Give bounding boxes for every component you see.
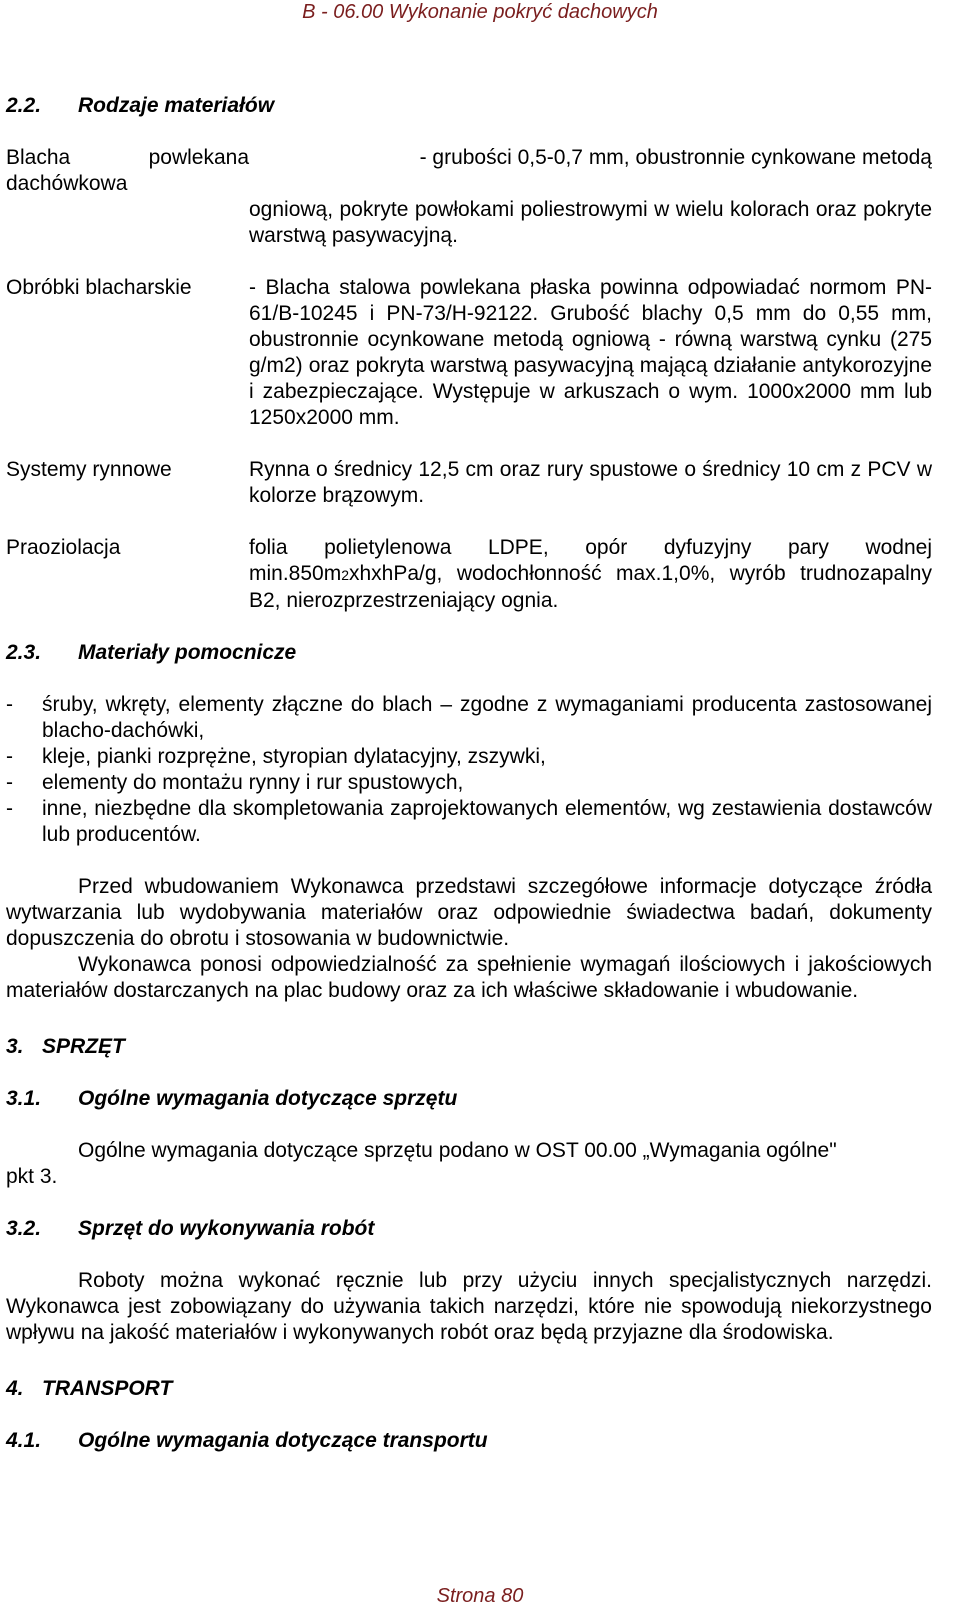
page-footer: Strona 80 (436, 1585, 524, 1607)
section-3-1-heading (6, 1086, 932, 1112)
section-number: 3.1. (6, 1087, 42, 1110)
page-content (6, 93, 932, 1454)
paragraph: Roboty można wykonać ręcznie lub przy użyciu innych specjalistycznych narzędzi. Wykonawca jest zobowiązany do używania takich narzędzi, które nie spowodują niekorzystnego wpływu na jakość materiałów i wykonywanych robót oraz będą przyjazne dla środowiska. (6, 1269, 932, 1344)
section-4-heading (6, 1376, 932, 1402)
paragraph: Ogólne wymagania dotyczące sprzętu podano w OST 00.00 „Wymagania ogólne" (78, 1139, 837, 1162)
section-3-heading (6, 1034, 932, 1060)
section-3-2-heading (6, 1216, 932, 1242)
section-title: SPRZĘT (42, 1035, 125, 1058)
section-title: Ogólne wymagania dotyczące sprzętu (78, 1087, 458, 1110)
section-2-2-heading (6, 93, 932, 119)
section-number: 2.3. (6, 641, 42, 664)
material-row (6, 145, 932, 249)
section-title: Rodzaje materiałów (78, 94, 275, 117)
materials-list (6, 145, 932, 614)
section-number: 3. (6, 1035, 24, 1058)
section-number: 4. (6, 1377, 24, 1400)
section-number: 2.2. (6, 94, 42, 117)
material-desc-first: - grubości 0,5-0,7 mm, obustronnie cynkowane metodą (419, 146, 932, 169)
material-row (6, 535, 932, 614)
material-row (6, 275, 932, 431)
section-title: TRANSPORT (42, 1377, 173, 1400)
list-item: - śruby, wkręty, elementy złączne do blach – zgodne z wymaganiami producenta zastosowanej blacho-dachówki, (6, 693, 932, 742)
material-term: Systemy rynnowe (6, 458, 172, 481)
paragraph: pkt 3. (6, 1165, 58, 1188)
aux-materials-list (6, 692, 932, 848)
material-term: Blacha powlekana dachówkowa (6, 146, 249, 195)
section-number: 4.1. (6, 1429, 42, 1452)
section-4-1-heading (6, 1428, 932, 1454)
paragraph: Przed wbudowaniem Wykonawca przedstawi szczegółowe informacje dotyczące źródła wytwarzania lub wydobywania materiałów oraz odpowiednie świadectwa badań, dokumenty dopuszczenia do obrotu i stosowania w budownictwie. (6, 875, 932, 950)
paragraph: Wykonawca ponosi odpowiedzialność za spełnienie wymagań ilościowych i jakościowych materiałów dostarczanych na plac budowy oraz za ich właściwe składowanie i wbudowanie. (6, 953, 932, 1002)
list-item: - kleje, pianki rozprężne, styropian dylatacyjny, zszywki, (6, 745, 546, 768)
section-number: 3.2. (6, 1217, 42, 1240)
material-term: Praoziolacja (6, 536, 121, 559)
page-header: B - 06.00 Wykonanie pokryć dachowych (302, 1, 658, 23)
section-title: Materiały pomocnicze (78, 641, 297, 664)
material-desc: folia polietylenowa LDPE, opór dyfuzyjny pary wodnej min.850m2xhxhPa/g, wodochłonność max.1,0%, wyrób trudnozapalny B2, nierozprzestrzeniający ognia. (249, 536, 932, 612)
section-title: Sprzęt do wykonywania robót (78, 1217, 375, 1240)
material-desc: - Blacha stalowa powlekana płaska powinna odpowiadać normom PN-61/B-10245 i PN-73/H-92122. Grubość blachy 0,5 mm do 0,55 mm, obustronnie ocynkowane metodą ogniową - równą warstwą cynku (275 g/m2) oraz pokryta warstwą pasywacyjną mającą działanie antykorozyjne i zabezpieczające. Występuje w arkuszach o wym. 1000x2000 mm lub 1250x2000 mm. (249, 276, 932, 429)
material-term: Obróbki blacharskie (6, 276, 192, 299)
list-item: - inne, niezbędne dla skompletowania zaprojektowanych elementów, wg zestawienia dostawców lub producentów. (6, 797, 932, 846)
material-desc: ogniową, pokryte powłokami poliestrowymi w wielu kolorach oraz pokryte warstwą pasywacyjną. (249, 198, 932, 247)
material-desc: Rynna o średnicy 12,5 cm oraz rury spustowe o średnicy 10 cm z PCV w kolorze brązowym. (249, 458, 932, 507)
section-title: Ogólne wymagania dotyczące transportu (78, 1429, 488, 1452)
section-2-3-heading (6, 640, 932, 666)
list-item: - elementy do montażu rynny i rur spustowych, (6, 771, 464, 794)
material-row (6, 457, 932, 509)
